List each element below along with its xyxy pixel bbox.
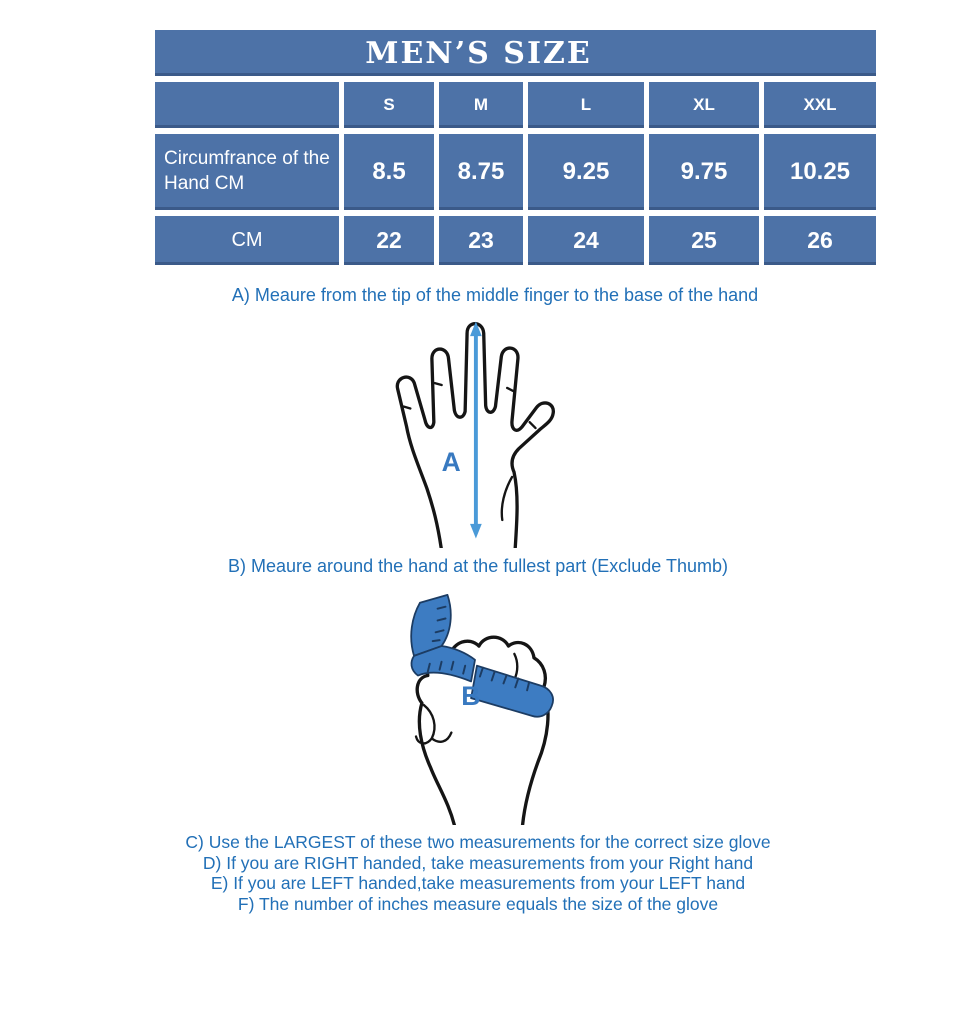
cm-value-l: 24 (528, 216, 644, 265)
label-b: B (461, 681, 481, 712)
col-header-m: M (439, 82, 523, 128)
circumference-value-s: 8.5 (344, 134, 434, 210)
label-a: A (441, 447, 461, 478)
instruction-e: E) If you are LEFT handed,take measurements from your LEFT hand (210, 873, 746, 893)
cm-value-xxl: 26 (764, 216, 876, 265)
hand-length-diagram (383, 312, 559, 548)
instruction-d: D) If you are RIGHT handed, take measurements from your Right hand (202, 852, 754, 873)
corner-cell (155, 82, 339, 128)
row-label-cm: CM (155, 216, 339, 265)
hand-circumference-diagram (375, 589, 575, 825)
mens-size-table (155, 30, 876, 265)
instruction-f: F) The number of inches measure equals the size of the glove (237, 893, 719, 914)
col-header-s: S (344, 82, 434, 128)
cm-value-xl: 25 (649, 216, 759, 265)
instruction-b: B) Meaure around the hand at the fullest part (Exclude Thumb) (228, 556, 728, 576)
circumference-value-m: 8.75 (439, 134, 523, 210)
table-title (155, 30, 876, 76)
cm-value-s: 22 (344, 216, 434, 265)
circumference-value-xl: 9.75 (649, 134, 759, 210)
instruction-c: C) Use the LARGEST of these two measurements for the correct size glove (185, 832, 771, 852)
cm-value-m: 23 (439, 216, 523, 265)
col-header-xl: XL (649, 82, 759, 128)
instruction-a: A) Meaure from the tip of the middle finger to the base of the hand (231, 285, 759, 305)
row-label-circumference: Circumfrance of the Hand CM (155, 134, 339, 210)
col-header-xxl: XXL (764, 82, 876, 128)
circumference-value-l: 9.25 (528, 134, 644, 210)
table-title-text: MEN’S SIZE (365, 35, 592, 71)
circumference-value-xxl: 10.25 (764, 134, 876, 210)
instructions-block (0, 832, 956, 914)
col-header-l: L (528, 82, 644, 128)
